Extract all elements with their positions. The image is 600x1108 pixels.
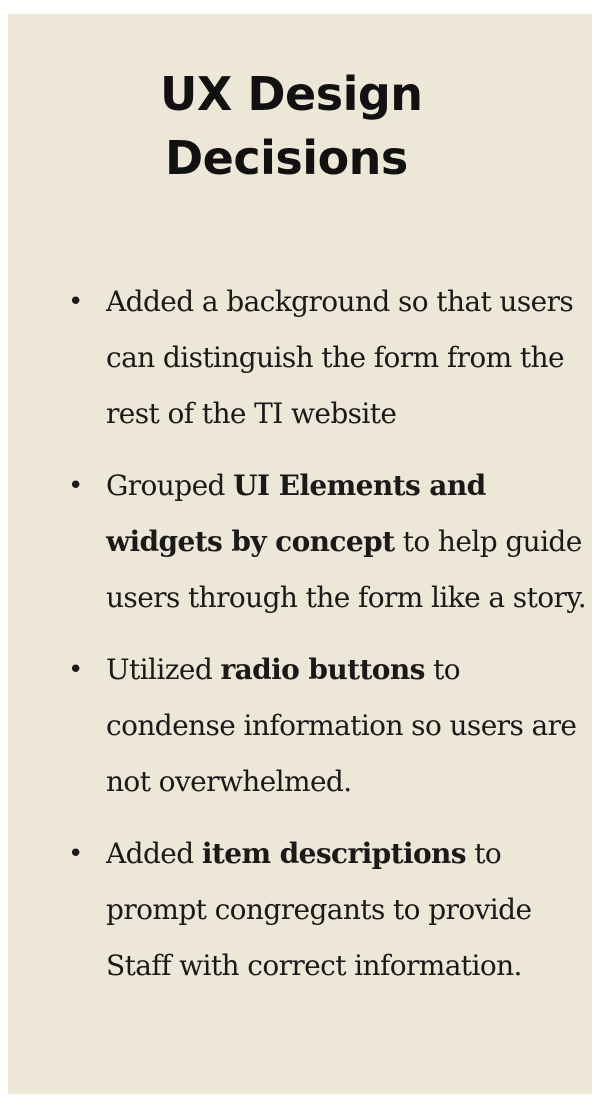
list-item-text: Added — [106, 837, 202, 870]
list-item-emphasis: UI Elements and widgets by concept — [106, 469, 486, 558]
list-item-text: Utilized — [106, 653, 221, 686]
list-item — [68, 458, 588, 626]
title-line-2: Decisions — [165, 131, 408, 185]
bullet-icon: • — [68, 839, 83, 869]
content-card — [8, 14, 592, 1094]
list-item — [68, 826, 588, 994]
decision-list — [68, 274, 588, 1010]
list-item-text: Added a background so that users can distinguish the form from the rest of the TI website — [106, 285, 574, 430]
list-item-emphasis: item descriptions — [201, 837, 466, 870]
bullet-icon: • — [68, 471, 83, 501]
list-item — [68, 274, 588, 442]
bullet-icon: • — [68, 287, 83, 317]
list-item-text-after: to condense information so users are not overwhelmed. — [106, 653, 577, 798]
bullet-icon: • — [68, 655, 83, 685]
page-title — [8, 62, 592, 190]
title-line-1: UX Design — [160, 67, 423, 121]
list-item-emphasis: radio buttons — [220, 653, 425, 686]
list-item-text: Grouped — [106, 469, 234, 502]
list-item-text-after: to prompt congregants to provide Staff with correct information. — [106, 837, 532, 982]
list-item-text-after: to help guide users through the form like a story. — [106, 525, 587, 614]
list-item — [68, 642, 588, 810]
